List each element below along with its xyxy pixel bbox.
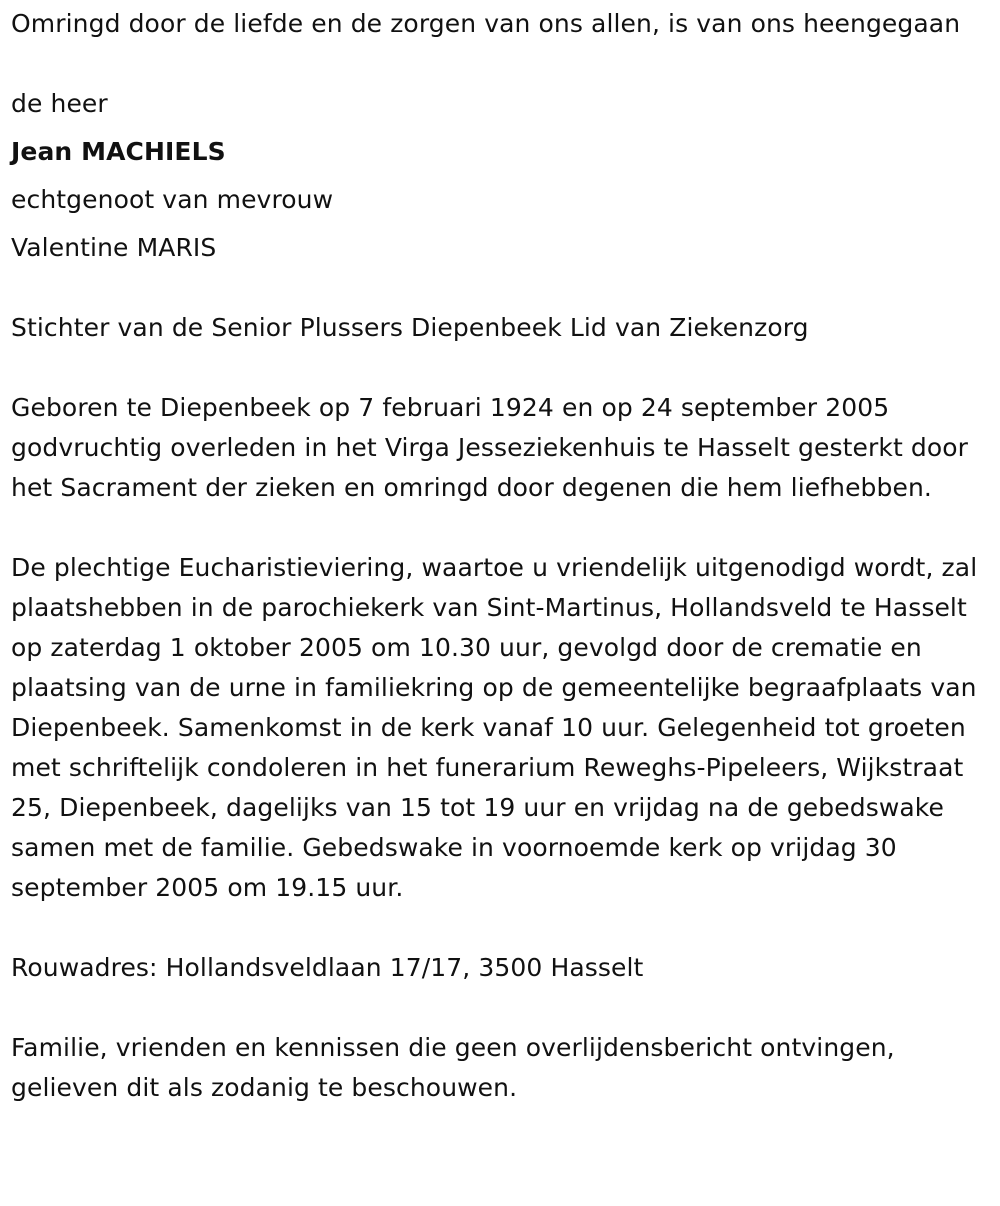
closing-text: Familie, vrienden en kennissen die geen overlijdensbericht ontvingen, gelieven dit als zodanig te beschouwen. <box>11 1033 895 1102</box>
address-text: Rouwadres: Hollandsveldlaan 17/17, 3500 Hasselt <box>11 953 644 982</box>
death-notice <box>11 4 995 1148</box>
deceased-name: Jean MACHIELS <box>11 137 226 166</box>
title-text: de heer <box>11 89 108 118</box>
spouse-name: Valentine MARIS <box>11 233 217 262</box>
ceremony-text: De plechtige Eucharistieviering, waartoe u vriendelijk uitgenodigd wordt, zal plaatshebben in de parochiekerk van Sint-Martinus, Hollandsveld te Hasselt op zaterdag 1 oktober 2005 om 10.30 uur, gevolgd door de crematie en plaatsing van de urne in familiekring op de gemeentelijke begraafplaats van Diepenbeek. Samenkomst in de kerk vanaf 10 uur. Gelegenheid tot groeten met schriftelijk condoleren in het funerarium Reweghs-Pipeleers, Wijkstraat 25, Diepenbeek, dagelijks van 15 tot 19 uur en vrijdag na de gebedswake samen met de familie. Gebedswake in voornoemde kerk op vrijdag 30 september 2005 om 19.15 uur. <box>11 553 978 902</box>
intro-text: Omringd door de liefde en de zorgen van ons allen, is van ons heengegaan <box>11 9 961 38</box>
relation-text: echtgenoot van mevrouw <box>11 185 334 214</box>
birth-death-text: Geboren te Diepenbeek op 7 februari 1924 en op 24 september 2005 godvruchtig overleden in het Virga Jesseziekenhuis te Hasselt gesterkt door het Sacrament der zieken en omringd door degenen die hem liefhebben. <box>11 393 969 502</box>
roles-text: Stichter van de Senior Plussers Diepenbeek Lid van Ziekenzorg <box>11 313 809 342</box>
